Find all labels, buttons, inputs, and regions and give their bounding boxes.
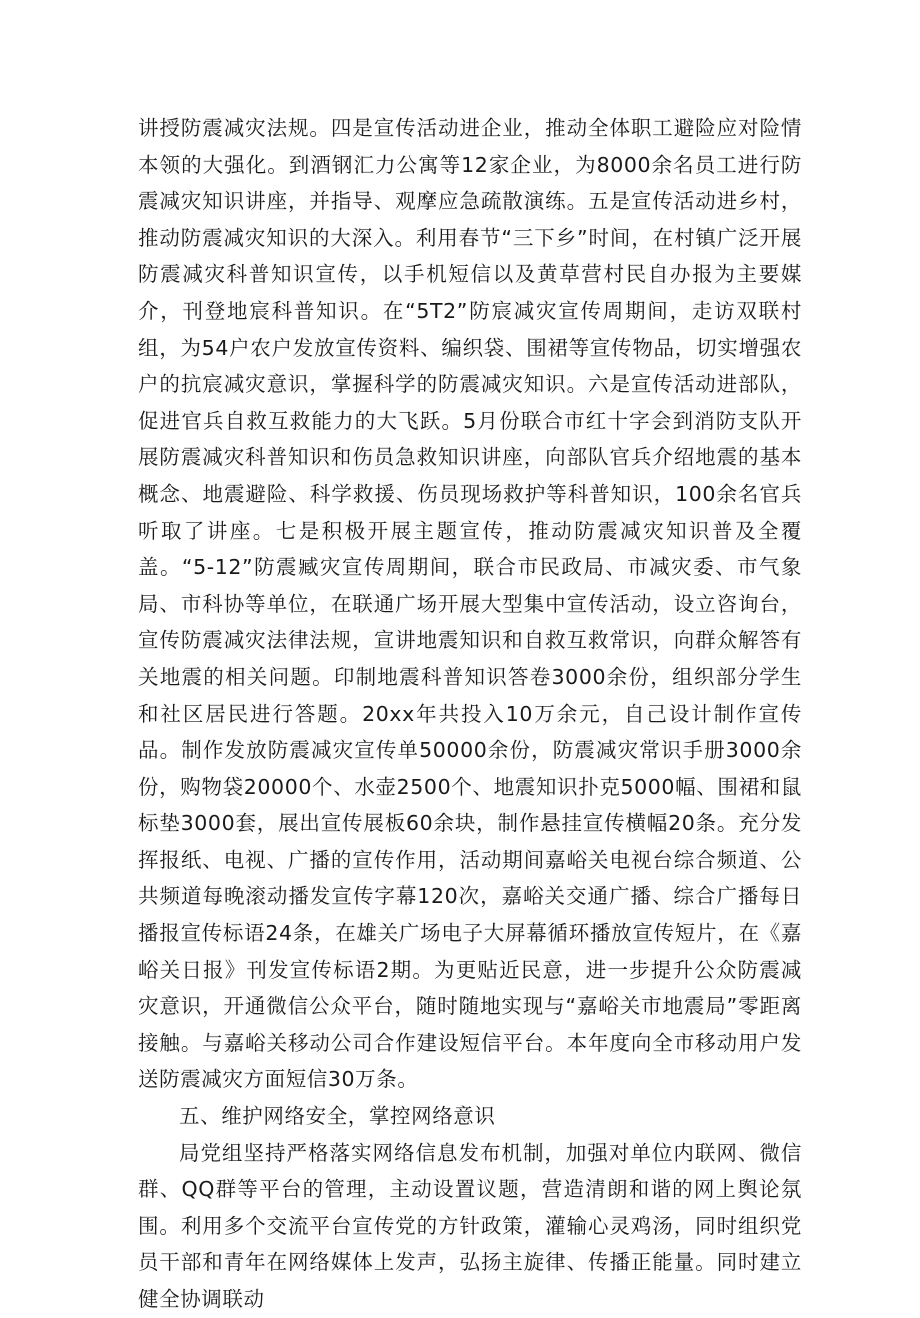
document-page <box>138 110 802 1318</box>
body-paragraph: 局党组坚持严格落实网络信息发布机制，加强对单位内联网、微信群、QQ群等平台的管理，主动设置议题，营造清朗和谐的网上舆论氛围。利用多个交流平台宣传党的方针政策，灌输心灵鸡汤，同时组织党员干部和青年在网络媒体上发声，弘扬主旋律、传播正能量。同时建立健全协调联动 <box>138 1140 802 1311</box>
body-paragraph: 讲授防震减灾法规。四是宣传活动进企业，推动全体职工避险应对险情本领的大强化。到酒钢汇力公寓等12家企业，为8000余名员工进行防震减灾知识讲座，并指导、观摩应急疏散演练。五是宣传活动进乡村，推动防震减灾知识的大深入。利用春节“三下乡”时间，在村镇广泛开展防震减灾科普知识宣传，以手机短信以及黄草营村民自办报为主要媒介，刊登地宸科普知识。在“5T2”防宸减灾宣传周期间，走访双联村组，为54户农户发放宣传资料、编织袋、围裙等宣传物品，切实增强农户的抗宸减灾意识，掌握科学的防震减灾知识。六是宣传活动进部队，促进官兵自救互救能力的大飞跃。5月份联合市红十字会到消防支队开展防震减灾科普知识和伤员急救知识讲座，向部队官兵介绍地震的基本概念、地震避险、科学救援、伤员现场救护等科普知识，100余名官兵听取了讲座。七是积极开展主题宣传，推动防震减灾知识普及全覆盖。“5-12”防震臧灾宣传周期间，联合市民政局、市减灾委、市气象局、市科协等单位，在联通广场开展大型集中宣传活动，设立咨询台，宣传防震减灾法律法规，宣讲地震知识和自救互救常识，向群众解答有关地震的相关问题。印制地震科普知识答卷3000余份，组织部分学生和社区居民进行答题。20xx年共投入10万余元，自己设计制作宣传品。制作发放防震减灾宣传单50000余份，防震减灾常识手册3000余份，购物袋20000个、水壶2500个、地震知识扑克5000幅、围裙和鼠标垫3000套，展出宣传展板60余块，制作悬挂宣传横幅20条。充分发挥报纸、电视、广播的宣传作用，活动期间嘉峪关电视台综合频道、公共频道每晚滚动播发宣传字幕120次，嘉峪关交通广播、综合广播每日播报宣传标语24条，在雄关广场电子大屏幕循环播放宣传短片，在《嘉峪关日报》刊发宣传标语2期。为更贴近民意，进一步提升公众防震减灾意识，开通微信公众平台，随时随地实现与“嘉峪关市地震局”零距离接触。与嘉峪关移动公司合作建设短信平台。本年度向全市移动用户发送防震减灾方面短信30万条。 <box>138 116 802 1092</box>
section-heading: 五、维护网络安全，掌控网络意识 <box>179 1104 496 1129</box>
